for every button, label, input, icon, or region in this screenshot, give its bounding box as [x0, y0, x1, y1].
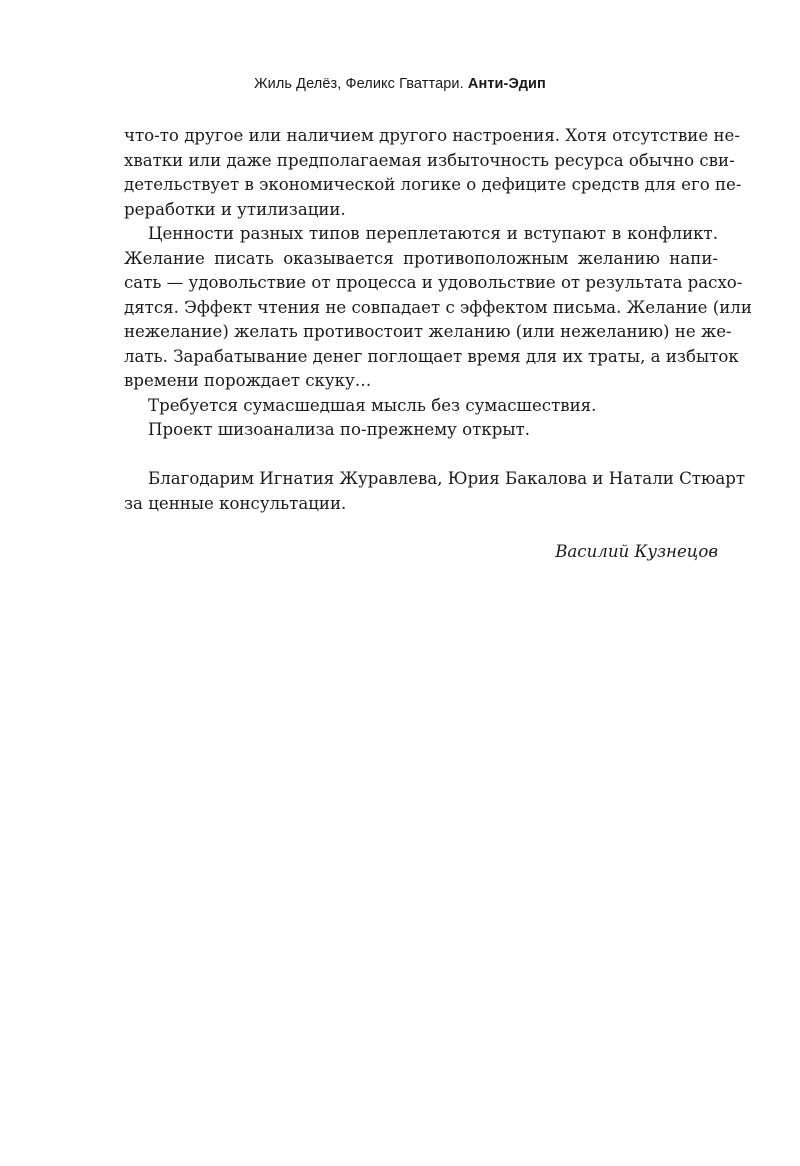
text-line: дятся. Эффект чтения не совпадает с эффектом письма. Желание (или [124, 297, 752, 317]
signature: Василий Кузнецов [555, 542, 718, 561]
header-book-title: Анти-Эдип [467, 76, 546, 92]
text-line: Проект шизоанализа по-прежнему открыт. [148, 420, 530, 439]
text-line: нежелание) желать противостоит желанию (или нежеланию) не же- [124, 322, 732, 341]
text-line: что-то другое или наличием другого настроения. Хотя отсутствие не- [124, 126, 740, 145]
header-authors: Жиль Делёз, Феликс Гваттари. [254, 76, 464, 92]
running-header [0, 76, 800, 92]
main-text-flow [124, 124, 752, 516]
text-line: сать — удовольствие от процесса и удовольствие от результата расхо- [124, 273, 743, 292]
text-line: времени порождает скуку… [124, 371, 372, 390]
text-line: лать. Зарабатывание денег поглощает время для их траты, а избыток [124, 346, 739, 366]
text-line: хватки или даже предполагаемая избыточность ресурса обычно сви- [124, 150, 735, 170]
paragraph-gap [124, 443, 718, 468]
text-line: Ценности разных типов переплетаются и вступают в конфликт. [148, 224, 718, 243]
text-line: за ценные консультации. [124, 493, 347, 513]
text-line: Требуется сумасшедшая мысль без сумасшествия. [148, 395, 597, 415]
text-line: Благодарим Игнатия Журавлева, Юрия Бакалова и Натали Стюарт [148, 469, 746, 488]
text-line: детельствует в экономической логике о дефиците средств для его пе- [124, 175, 742, 194]
text-line: реработки и утилизации. [124, 199, 346, 219]
text-line: Желание писать оказывается противоположным желанию напи- [124, 248, 718, 268]
